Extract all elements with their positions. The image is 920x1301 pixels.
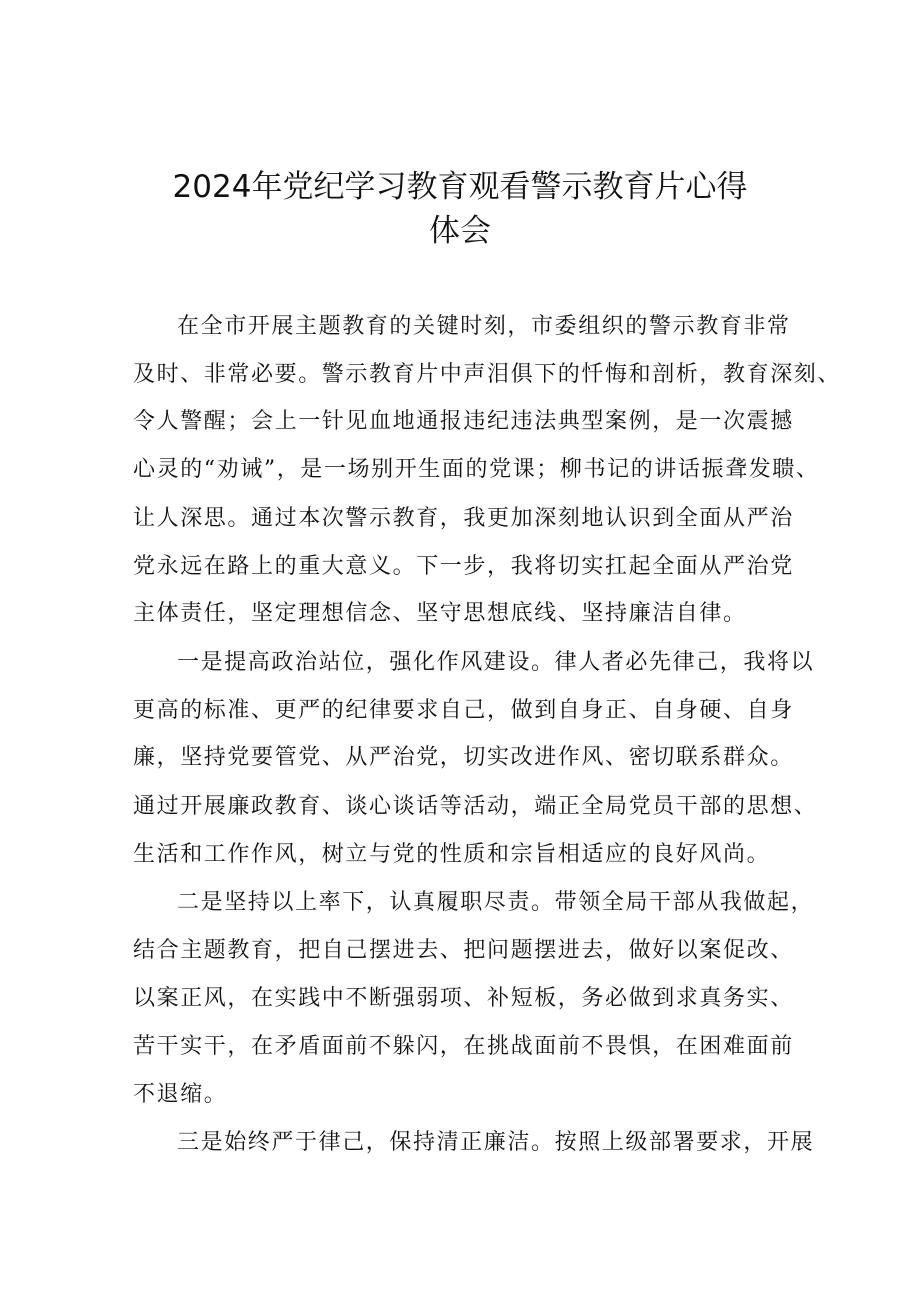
paragraph-2-line-1: 一是提高政治站位，强化作风建设。律人者必先律己，我将以 <box>177 650 815 675</box>
paragraph-1-line-5: 让人深思。通过本次警示教育，我更加深刻地认识到全面从严治 <box>133 506 794 531</box>
paragraph-2-line-3: 廉，坚持党要管党、从严治党，切实改进作风、密切联系群众。 <box>133 745 794 770</box>
paragraph-2-line-4: 通过开展廉政教育、谈心谈话等活动，端正全局党员干部的思想、 <box>133 794 818 819</box>
paragraph-1-line-7: 主体责任，坚定理想信念、坚守思想底线、坚持廉洁自律。 <box>133 601 747 626</box>
paragraph-3-line-3: 以案正风，在实践中不断强弱项、补短板，务必做到求真务实、 <box>133 986 794 1011</box>
document-title-line-2: 体会 <box>429 213 491 249</box>
document-title-line-1: 2024年党纪学习教育观看警示教育片心得 <box>172 169 748 205</box>
paragraph-2-line-5: 生活和工作作风，树立与党的性质和宗旨相适应的良好风尚。 <box>133 842 771 867</box>
paragraph-3-line-5: 不退缩。 <box>133 1082 228 1107</box>
paragraph-3-line-4: 苦干实干，在矛盾面前不躲闪，在挑战面前不畏惧，在困难面前 <box>133 1034 794 1059</box>
paragraph-3-line-1: 二是坚持以上率下，认真履职尽责。带领全局干部从我做起， <box>177 890 815 915</box>
paragraph-1-line-3: 令人警醒；会上一针见血地通报违纪违法典型案例，是一次震撼 <box>133 409 794 434</box>
paragraph-1-line-1: 在全市开展主题教育的关键时刻，市委组织的警示教育非常 <box>177 314 791 339</box>
paragraph-4-line-1: 三是始终严于律己，保持清正廉洁。按照上级部署要求，开展 <box>177 1130 815 1155</box>
paragraph-3-line-2: 结合主题教育，把自己摆进去、把问题摆进去，做好以案促改、 <box>133 938 794 963</box>
paragraph-1-line-6: 党永远在路上的重大意义。下一步，我将切实扛起全面从严治党 <box>133 554 794 579</box>
paragraph-1-line-2: 及时、非常必要。警示教育片中声泪俱下的忏悔和剖析，教育深刻、 <box>133 362 842 387</box>
paragraph-2-line-2: 更高的标准、更严的纪律要求自己，做到自身正、自身硬、自身 <box>133 698 794 723</box>
paragraph-1-line-4: 心灵的“劝诫”，是一场别开生面的党课；柳书记的讲话振聋发聩、 <box>133 457 820 482</box>
